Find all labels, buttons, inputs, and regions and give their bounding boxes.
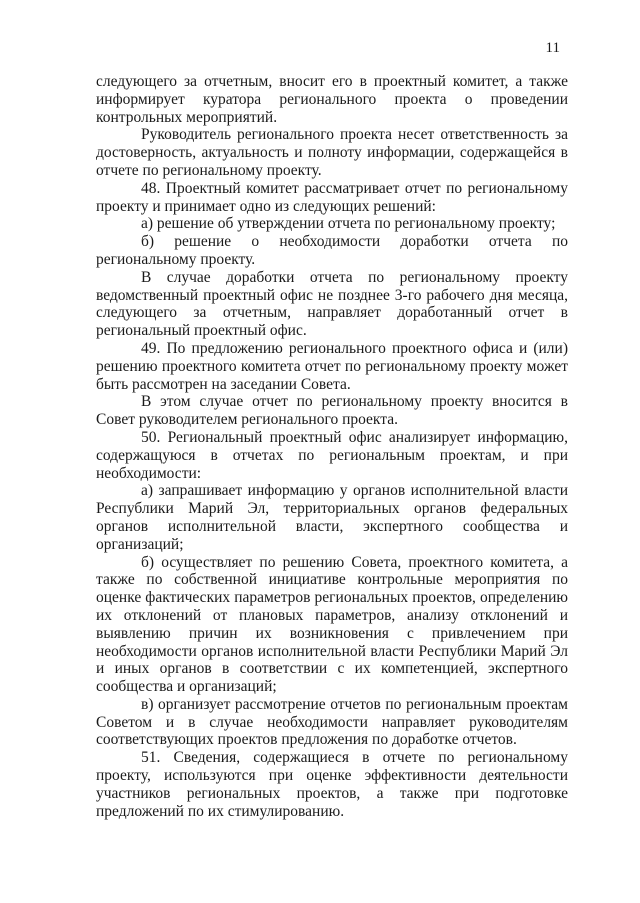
paragraph: б) осуществляет по решению Совета, проектного комитета, а также по собственной инициативе контрольные мероприятия по оценке фактических параметров региональных проектов, определению их отклонений от плановых параметров, анализу отклонений и выявлению причин их возникновения с привлечением при необходимости органов исполнительной власти Республики Марий Эл и иных органов в соответствии с их компетенцией, экспертного сообщества и организаций; xyxy=(96,553,568,696)
paragraph: Руководитель регионального проекта несет ответственность за достоверность, актуальность и полноту информации, содержащейся в отчете по региональному проекту. xyxy=(96,126,568,179)
paragraph: В этом случае отчет по региональному проекту вносится в Совет руководителем регионального проекта. xyxy=(96,393,568,429)
paragraph: в) организует рассмотрение отчетов по региональным проектам Советом и в случае необходимости направляет руководителям соответствующих проектов предложения по доработке отчетов. xyxy=(96,695,568,749)
paragraph: а) запрашивает информацию у органов исполнительной власти Республики Марий Эл, территориальных органов федеральных органов исполнительной власти, экспертного сообщества и организаций; xyxy=(96,482,568,553)
paragraph: а) решение об утверждении отчета по региональному проекту; xyxy=(141,215,556,233)
paragraph: В случае доработки отчета по региональному проекту ведомственный проектный офис не позднее 3-го рабочего дня месяца, следующего за отчетным, направляет доработанный отчет в региональный проектный офис. xyxy=(96,268,568,340)
paragraph: 50. Региональный проектный офис анализирует информацию, содержащуюся в отчетах по региональным проектам, и при необходимости: xyxy=(96,428,568,482)
page-number: 11 xyxy=(545,40,560,56)
paragraph: 51. Сведения, содержащиеся в отчете по региональному проекту, используются при оценке эффективности деятельности участников региональных проектов, а также при подготовке предложений по их стимулированию. xyxy=(96,749,568,820)
document-body xyxy=(96,73,568,820)
paragraph: следующего за отчетным, вносит его в проектный комитет, а также информирует куратора регионального проекта о проведении контрольных мероприятий. xyxy=(96,73,568,126)
paragraph: 49. По предложению регионального проектного офиса и (или) решению проектного комитета отчет по региональному проекту может быть рассмотрен на заседании Совета. xyxy=(96,339,568,393)
paragraph: 48. Проектный комитет рассматривает отчет по региональному проекту и принимает одно из следующих решений: xyxy=(96,179,568,215)
paragraph: б) решение о необходимости доработки отчета по региональному проекту. xyxy=(96,233,568,268)
